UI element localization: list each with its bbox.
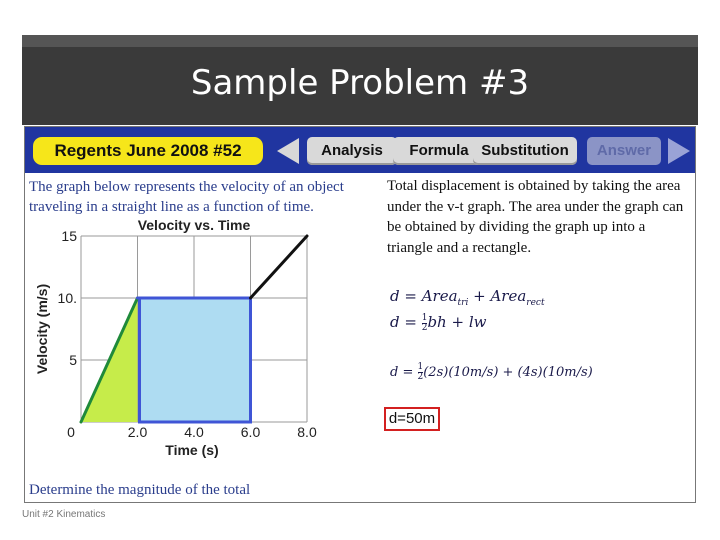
left-arrow-icon[interactable] xyxy=(277,138,299,164)
equation-line-2: d = $\frac{1}{2}$ bh + lw xyxy=(390,312,487,333)
eq3-num: 1 xyxy=(417,362,424,372)
problem-panel xyxy=(24,126,696,503)
rectangle-area xyxy=(140,298,251,422)
eq3-rest: (2s)(10m/s) + (4s)(10m/s) xyxy=(423,365,593,380)
velocity-line-segment xyxy=(251,236,308,298)
analysis-button[interactable]: Analysis xyxy=(307,137,397,165)
formula-button[interactable]: Formula xyxy=(393,137,485,165)
eq1-sub2: rect xyxy=(526,298,545,308)
y-tick-label: 15 xyxy=(61,228,77,244)
equation-line-1: d = Area$_{tri}$ + Area$_{rect}$ xyxy=(390,287,545,308)
velocity-time-chart xyxy=(25,219,365,469)
eq1-lhs: d xyxy=(390,287,400,305)
chart-title: Velocity vs. Time xyxy=(137,219,251,233)
x-tick-label: 8.0 xyxy=(297,424,317,440)
footer-text: Unit #2 Kinematics xyxy=(22,509,106,520)
y-tick-label: 10. xyxy=(57,290,77,306)
eq2-den: 2 xyxy=(421,322,428,333)
x-tick-label: 6.0 xyxy=(240,424,261,440)
eq1-sub1: tri xyxy=(457,298,469,308)
substitution-button[interactable]: Substitution xyxy=(473,137,577,165)
regents-label: Regents June 2008 #52 xyxy=(33,137,263,165)
eq2-num: 1 xyxy=(421,312,428,323)
eq2-rest: bh + lw xyxy=(427,313,487,331)
eq1-term1: Area xyxy=(421,287,458,305)
answer-box: d=50m xyxy=(384,407,440,431)
x-axis-label: Time (s) xyxy=(165,442,219,458)
x-tick-label: 0 xyxy=(67,424,75,440)
eq1-term2: Area xyxy=(490,287,527,305)
answer-button[interactable]: Answer xyxy=(587,137,661,165)
question-bottom-text: Determine the magnitude of the total xyxy=(29,482,251,498)
eq3-lhs: d xyxy=(390,365,399,380)
explanation-text: Total displacement is obtained by taking the area under the v-t graph. The area under the graph can be obtained by dividing the graph up into a triangle and a rectangle. xyxy=(387,178,684,256)
y-axis-label: Velocity (m/s) xyxy=(34,283,50,375)
eq2-lhs: d xyxy=(390,313,400,331)
y-tick-label: 5 xyxy=(69,352,77,368)
navigation-bar xyxy=(25,127,695,173)
eq3-den: 2 xyxy=(417,372,424,382)
title-band-topline xyxy=(22,35,698,47)
equation-line-3: d = $\frac{1}{2}$ (2s)(10m/s) + (4s)(10m/s) xyxy=(390,362,593,382)
right-arrow-icon[interactable] xyxy=(668,138,690,164)
x-tick-label: 2.0 xyxy=(127,424,148,440)
x-tick-label: 4.0 xyxy=(184,424,204,440)
slide-title: Sample Problem #3 xyxy=(190,63,530,103)
question-text: The graph below represents the velocity of an object traveling in a straight line as a function of time. xyxy=(29,179,344,215)
